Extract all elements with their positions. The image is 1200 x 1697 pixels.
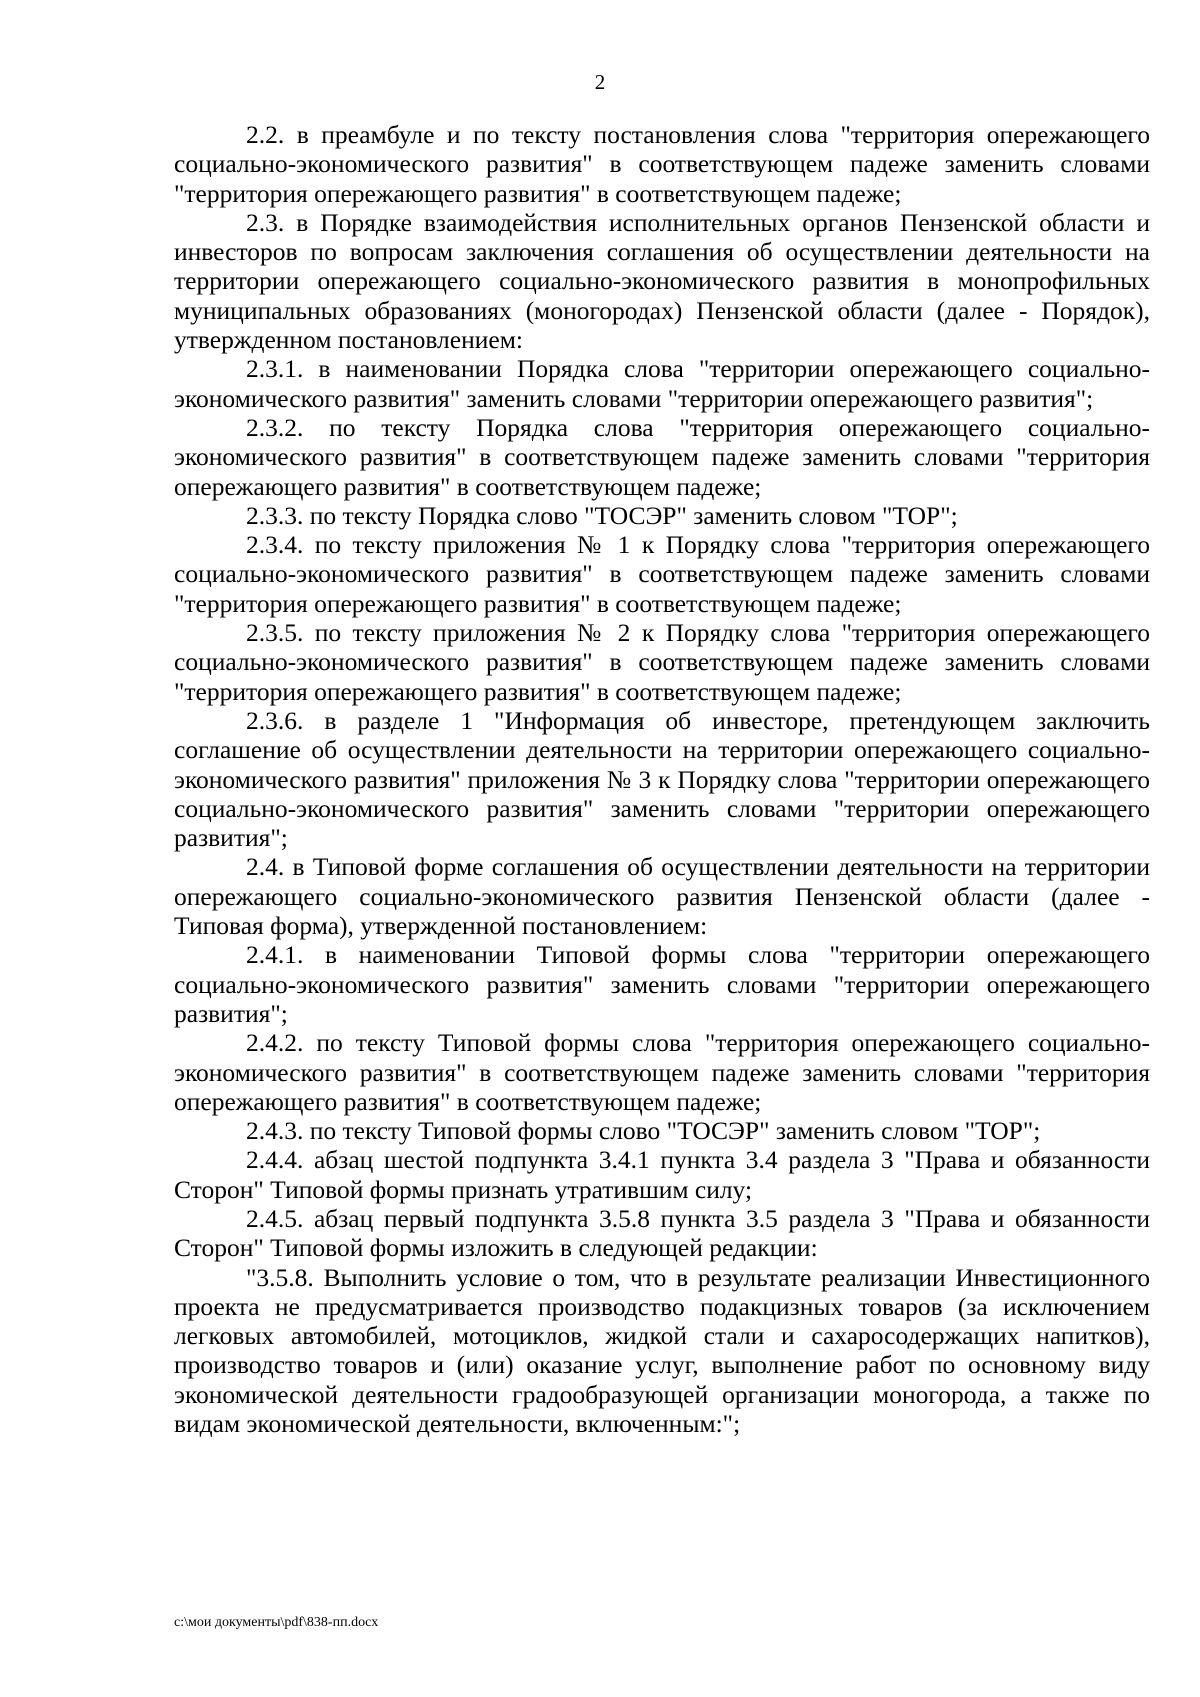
paragraph-2-3-3: 2.3.3. по тексту Порядка слово "ТОСЭР" заменить словом "ТОР"; — [246, 500, 958, 530]
paragraph-2-3: 2.3. в Порядке взаимодействия исполнительных органов Пензенской области и инвесторов по вопросам заключения соглашения об осуществлении деятельности на территории опережающего социально-экономического развития в монопрофильных муниципальных образованиях (моногородах) Пензенской области (далее - Порядок), утвержденном постановлением: — [174, 207, 1150, 355]
footer-file-path: c:\мои документы\pdf\838-пп.docx — [174, 1615, 379, 1630]
page-number: 2 — [594, 70, 606, 94]
paragraph-2-4-1: 2.4.1. в наименовании Типовой формы слова "территории опережающего социально-экономического развития" заменить словами "территории опережающего развития"; — [174, 940, 1150, 1028]
paragraph-2-3-4: 2.3.4. по тексту приложения № 1 к Порядку слова "территория опережающего социально-экономического развития" в соответствующем падеже заменить словами "территория опережающего развития" в соответствующем падеже; — [174, 530, 1150, 618]
paragraph-2-3-6: 2.3.6. в разделе 1 "Информация об инвесторе, претендующем заключить соглашение об осуществлении деятельности на территории опережающего социально-экономического развития" приложения № 3 к Порядку слова "территории опережающего социально-экономического развития" заменить словами "территории опережающего развития"; — [174, 705, 1150, 853]
paragraph-2-4-2: 2.4.2. по тексту Типовой формы слова "территория опережающего социально-экономического развития" в соответствующем падеже заменить словами "территория опережающего развития" в соответствующем падеже; — [174, 1028, 1150, 1116]
paragraph-2-4-3: 2.4.3. по тексту Типовой формы слово "ТОСЭР" заменить словом "ТОР"; — [246, 1116, 1041, 1146]
paragraph-2-4-5: 2.4.5. абзац первый подпункта 3.5.8 пункта 3.5 раздела 3 "Права и обязанности Сторон" Типовой формы изложить в следующей редакции: — [174, 1203, 1150, 1263]
paragraph-2-3-5: 2.3.5. по тексту приложения № 2 к Порядку слова "территория опережающего социально-экономического развития" в соответствующем падеже заменить словами "территория опережающего развития" в соответствующем падеже; — [174, 618, 1150, 706]
paragraph-2-3-2: 2.3.2. по тексту Порядка слова "территория опережающего социально-экономического развития" в соответствующем падеже заменить словами "территория опережающего развития" в соответствующем падеже; — [174, 412, 1150, 501]
paragraph-2-2: 2.2. в преамбуле и по тексту постановления слова "территория опережающего социально-экономического развития" в соответствующем падеже заменить словами "территория опережающего развития" в соответствующем падеже; — [174, 120, 1150, 208]
paragraph-2-3-1: 2.3.1. в наименовании Порядка слова "территории опережающего социально-экономического развития" заменить словами "территории опережающего развития"; — [174, 354, 1150, 413]
paragraph-2-4-4: 2.4.4. абзац шестой подпункта 3.4.1 пункта 3.4 раздела 3 "Права и обязанности Сторон" Типовой формы признать утратившим силу; — [174, 1145, 1150, 1204]
paragraph-quote-3-5-8: "3.5.8. Выполнить условие о том, что в результате реализации Инвестиционного проекта не предусматривается производство подакцизных товаров (за исключением легковых автомобилей, мотоциклов, жидкой стали и сахаросодержащих напитков), производство товаров и (или) оказание услуг, выполнение работ по основному виду экономической деятельности градообразующей организации моногорода, а также по видам экономической деятельности, включенным:"; — [174, 1262, 1150, 1439]
document-body — [174, 120, 1150, 1438]
paragraph-2-4: 2.4. в Типовой форме соглашения об осуществлении деятельности на территории опережающего социально-экономического развития Пензенской области (далее - Типовая форма), утвержденной постановлением: — [174, 852, 1150, 941]
